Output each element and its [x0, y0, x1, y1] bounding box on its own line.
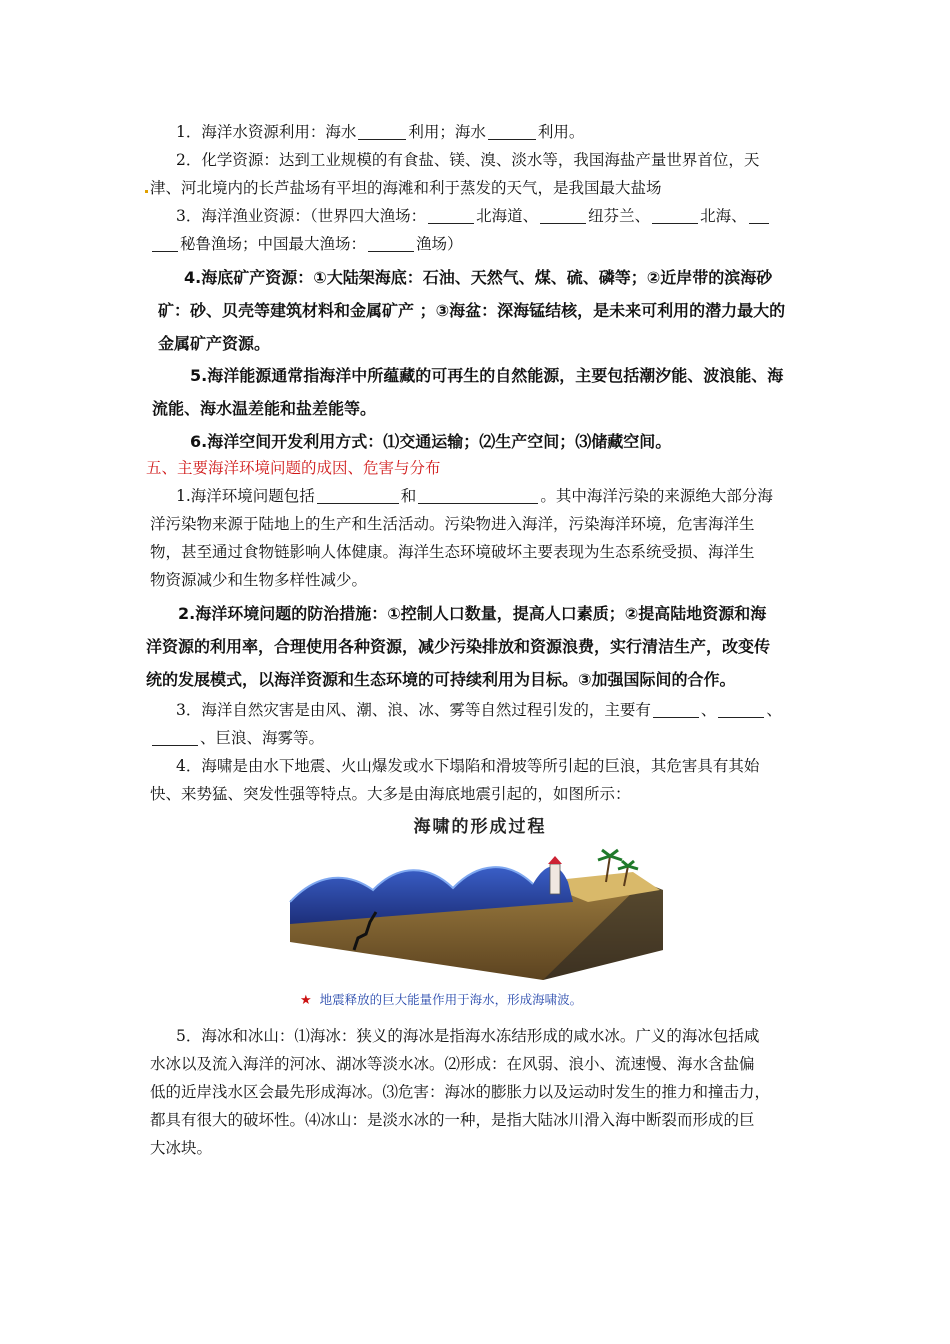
fill-blank[interactable]	[488, 121, 536, 140]
item-chemical-resources: 2．化学资源：达到工业规模的有食盐、镁、溴、淡水等，我国海盐产量世界首位，天	[176, 151, 760, 169]
item-sea-ice: 5．海冰和冰山：⑴海冰：狭义的海冰是指海水冻结形成的咸水冰。广义的海冰包括咸	[176, 1027, 760, 1045]
text-line: 流能、海水温差能和盐差能等。	[152, 399, 377, 418]
text-line: 矿：砂、贝壳等建筑材料和金属矿产 ；③海盆：深海锰结核，是未来可利用的潜力最大的	[158, 301, 786, 320]
text-line: 物资源减少和生物多样性减少。	[150, 571, 368, 589]
fill-blank[interactable]	[317, 485, 399, 504]
item-natural-disasters: 3．海洋自然灾害是由风、潮、浪、冰、雾等自然过程引发的，主要有 、 、	[176, 701, 782, 719]
star-icon: ★	[300, 993, 312, 1008]
tsunami-illustration	[288, 842, 663, 982]
fill-blank[interactable]	[152, 233, 178, 252]
text-line: 都具有很大的破坏性。⑷冰山：是淡水冰的一种，是指大陆冰川滑入海中断裂而形成的巨	[150, 1111, 755, 1129]
fill-blank[interactable]	[749, 205, 769, 224]
text-line: 秘鲁渔场；中国最大渔场： 渔场）	[150, 230, 820, 258]
text-line: 金属矿产资源。	[158, 334, 271, 353]
fill-blank[interactable]	[718, 699, 764, 718]
item-tsunami: 4．海啸是由水下地震、火山爆发或水下塌陷和滑坡等所引起的巨浪，其危害具有其始	[176, 757, 760, 775]
item-ocean-space: 6.海洋空间开发利用方式：⑴交通运输；⑵生产空间；⑶储藏空间。	[190, 432, 672, 451]
fill-blank[interactable]	[428, 205, 474, 224]
decorative-dot	[145, 190, 148, 193]
text-line: 、巨浪、海雾等。	[150, 724, 820, 752]
item-fishery-resources: 3．海洋渔业资源：（世界四大渔场： 北海道、 纽芬兰、 北海、	[176, 202, 846, 230]
fill-blank[interactable]	[152, 727, 198, 746]
item-seabed-minerals: 4.海底矿产资源：①大陆架海底：石油、天然气、煤、硫、磷等；②近岸带的滨海砂	[184, 268, 773, 287]
fill-blank[interactable]	[358, 121, 406, 140]
item-environment-problems: 1.海洋环境问题包括 和 。其中海洋污染的来源绝大部分海	[176, 487, 773, 505]
figure-title: 海啸的形成过程	[413, 817, 547, 837]
fill-blank[interactable]	[368, 233, 414, 252]
text-line: 洋污染物来源于陆地上的生产和生活活动。污染物进入海洋，污染海洋环境，危害海洋生	[150, 515, 755, 533]
item-prevention-measures: 2.海洋环境问题的防治措施：①控制人口数量，提高人口素质；②提高陆地资源和海	[178, 604, 767, 623]
fill-blank[interactable]	[653, 699, 699, 718]
text-line: 洋资源的利用率，合理使用各种资源，减少污染排放和资源浪费，实行清洁生产，改变传	[146, 637, 771, 656]
text-line: 水冰以及流入海洋的河冰、湖冰等淡水冰。⑵形成：在风弱、浪小、流速慢、海水含盐偏	[150, 1055, 755, 1073]
text-line: 快、来势猛、突发性强等特点。大多是由海底地震引起的，如图所示：	[150, 785, 631, 803]
fill-blank[interactable]	[540, 205, 586, 224]
figure-caption: ★ 地震释放的巨大能量作用于海水，形成海啸波。	[300, 992, 583, 1008]
fill-blank[interactable]	[418, 485, 538, 504]
text-line: 津、河北境内的长芦盐场有平坦的海滩和利于蒸发的天气，是我国最大盐场	[150, 179, 662, 197]
fill-blank[interactable]	[652, 205, 698, 224]
item-water-resources: 1．海洋水资源利用：海水 利用；海水 利用。	[176, 123, 585, 141]
section-heading: 五、主要海洋环境问题的成因、危害与分布	[146, 459, 441, 477]
text-line: 大冰块。	[150, 1139, 213, 1157]
item-ocean-energy: 5.海洋能源通常指海洋中所蕴藏的可再生的自然能源，主要包括潮汐能、波浪能、海	[190, 366, 784, 385]
text-line: 统的发展模式，以海洋资源和生态环境的可持续利用为目标。③加强国际间的合作。	[146, 670, 736, 689]
text-line: 物，甚至通过食物链影响人体健康。海洋生态环境破坏主要表现为生态系统受损、海洋生	[150, 543, 755, 561]
text-line: 低的近岸浅水区会最先形成海冰。⑶危害：海冰的膨胀力以及运动时发生的推力和撞击力，	[150, 1083, 771, 1101]
